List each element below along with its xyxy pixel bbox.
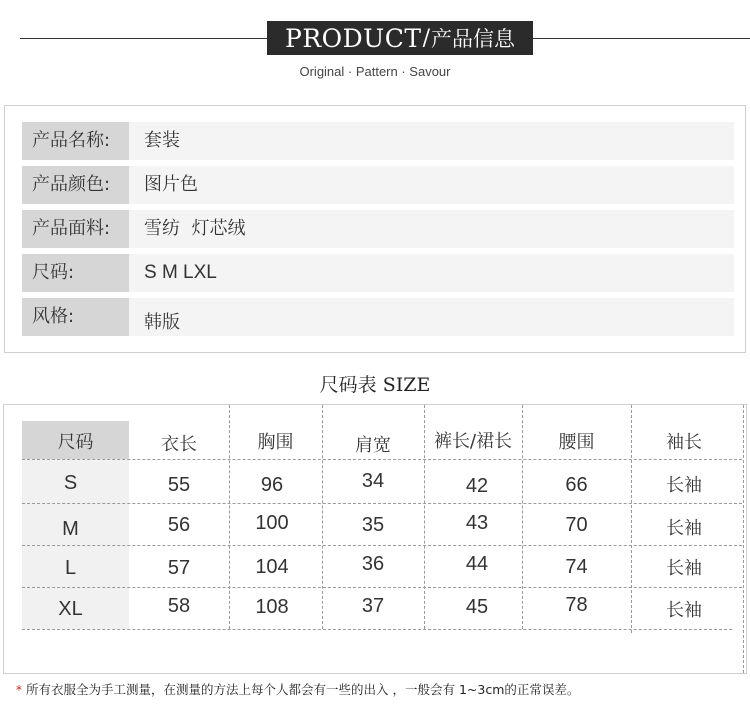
size-cell: 58 (167, 595, 191, 617)
measurement-note (16, 680, 579, 698)
header-title-en: PRODUCT (285, 23, 422, 53)
info-label: 产品面料: (22, 210, 129, 248)
info-label: 产品名称: (22, 122, 129, 160)
size-col-header: 袖长 (666, 432, 702, 453)
grid-line-h (22, 629, 732, 630)
size-cell: 34 (361, 470, 385, 492)
grid-line-h (22, 503, 742, 504)
size-chart-title-en: SIZE (382, 374, 431, 396)
size-chart-title (0, 370, 750, 397)
size-col-header: 胸围 (257, 432, 294, 453)
size-cell: XL (58, 598, 83, 620)
grid-line-v (743, 405, 744, 673)
size-col-header: 腰围 (558, 432, 595, 453)
size-col-header: 裤长/裙长 (433, 431, 513, 452)
size-cell: S (63, 472, 78, 494)
size-cell: 37 (361, 595, 385, 617)
note-text: 所有衣服全为手工测量，在测量的方法上每个人都会有一些的出入 ，一般会有 1~3cm的正常误差。 (26, 682, 580, 697)
info-label: 风格: (22, 298, 129, 336)
info-value: 套装 (129, 122, 734, 160)
info-label: 尺码: (22, 254, 129, 292)
grid-line-h (22, 587, 742, 588)
info-value: S M LXL (129, 254, 734, 292)
size-col-header: 肩宽 (355, 435, 391, 456)
size-cell: 36 (361, 553, 385, 575)
header-title-box (267, 21, 533, 55)
size-cell: 45 (465, 596, 489, 618)
size-cell: 44 (465, 553, 489, 575)
info-value: 韩版 (129, 298, 734, 336)
header-subtitle: Original · Pattern · Savour (299, 64, 451, 79)
info-row-name (22, 122, 734, 160)
size-cell: L (64, 557, 77, 579)
size-cell: 70 (565, 514, 588, 536)
size-cell: 长袖 (666, 600, 702, 621)
grid-line-h (22, 545, 742, 546)
size-cell: 74 (565, 556, 588, 578)
info-label: 产品颜色: (22, 166, 129, 204)
info-value: 雪纺 灯芯绒 (129, 210, 734, 248)
size-cell: 长袖 (666, 475, 702, 496)
size-cell: 35 (361, 514, 385, 536)
size-cell: 108 (255, 596, 289, 618)
size-cell: 96 (260, 474, 284, 496)
header-title-separator: / (422, 25, 430, 51)
product-info-panel (4, 105, 746, 353)
size-cell: M (62, 518, 79, 540)
size-cell: 57 (167, 557, 191, 579)
size-cell: 55 (167, 474, 191, 496)
size-cell: 56 (167, 514, 191, 536)
size-cell: 66 (565, 474, 588, 496)
info-row-style (22, 298, 734, 336)
info-row-fabric (22, 210, 734, 248)
size-col-header: 尺码 (57, 432, 94, 453)
size-chart-title-cn: 尺码表 (319, 374, 377, 396)
info-row-color (22, 166, 734, 204)
header-rule-left (20, 38, 268, 39)
size-cell: 78 (565, 594, 588, 616)
grid-line-h (22, 459, 742, 460)
size-cell: 43 (465, 512, 489, 534)
size-cell: 长袖 (666, 558, 702, 579)
size-cell: 104 (255, 556, 289, 578)
info-row-sizes (22, 254, 734, 292)
size-col-header: 衣长 (161, 434, 197, 455)
header-title-cn: 产品信息 (430, 27, 515, 51)
size-cell: 100 (255, 512, 289, 534)
info-value: 图片色 (129, 166, 734, 204)
note-asterisk: * (16, 683, 22, 697)
size-cell: 42 (465, 475, 489, 497)
header-rule-right (532, 38, 750, 39)
size-cell: 长袖 (666, 518, 702, 539)
